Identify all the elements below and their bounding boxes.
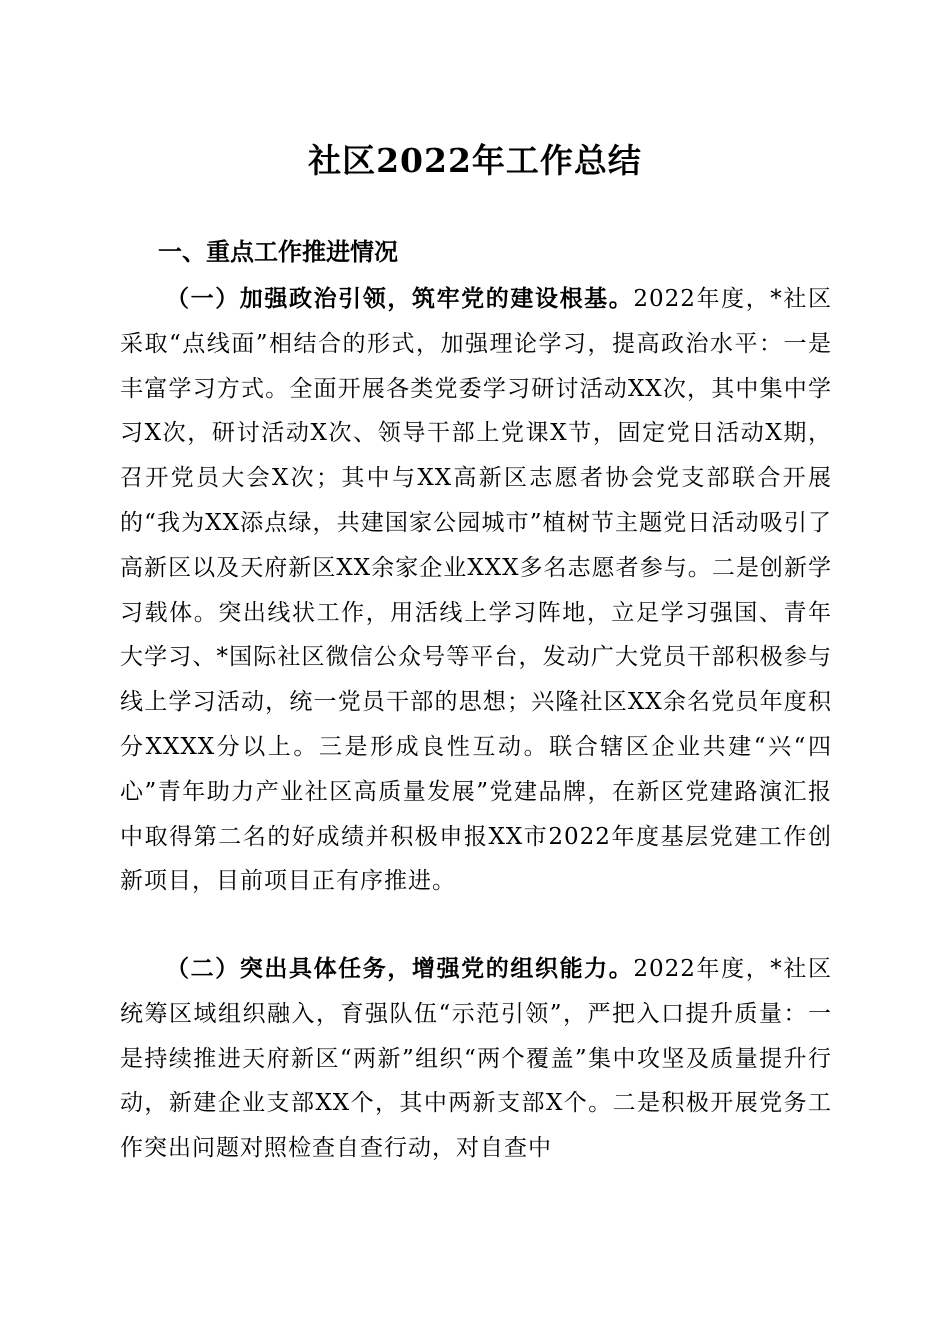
section-heading: 一、重点工作推进情况 (158, 238, 398, 266)
document-title: 社区2022年工作总结 (308, 141, 642, 180)
paragraph-1-text: 2022年度，*社区采取“点线面”相结合的形式，加强理论学习，提高政治水平：一是丰富学习方式。全面开展各类党委学习研讨活动XX次，其中集中学习X次，研讨活动X次、领导干部上党课X节，固定党日活动X期，召开党员大会X次；其中与XX高新区志愿者协会党支部联合开展的“我为XX添点绿，共建国家公园城市”植树节主题党日活动吸引了高新区以及天府新区XX余家企业XXX多名志愿者参与。二是创新学习载体。突出线状工作，用活线上学习阵地，立足学习强国、青年大学习、*国际社区微信公众号等平台，发动广大党员干部积极参与线上学习活动，统一党员干部的思想；兴隆社区XX余名党员年度积分XXXX分以上。三是形成良性互动。联合辖区企业共建“兴“四心”青年助力产业社区高质量发展”党建品牌，在新区党建路演汇报中取得第二名的好成绩并积极申报XX市2022年度基层党建工作创新项目，目前项目正有序推进。 (120, 286, 832, 895)
paragraph-1-lead: （一）加强政治引领，筑牢党的建设根基。 (166, 286, 634, 312)
paragraph-2 (120, 947, 832, 1171)
paragraph-1 (120, 277, 832, 904)
paragraph-2-text: 2022年度，*社区统筹区域组织融入，育强队伍“示范引领”，严把入口提升质量：一是持续推进天府新区“两新”组织“两个覆盖”集中攻坚及质量提升行动，新建企业支部XX个，其中两新支部X个。二是积极开展党务工作突出问题对照检查自查行动，对自查中 (120, 956, 832, 1162)
paragraph-2-lead: （二）突出具体任务，增强党的组织能力。 (166, 956, 634, 982)
